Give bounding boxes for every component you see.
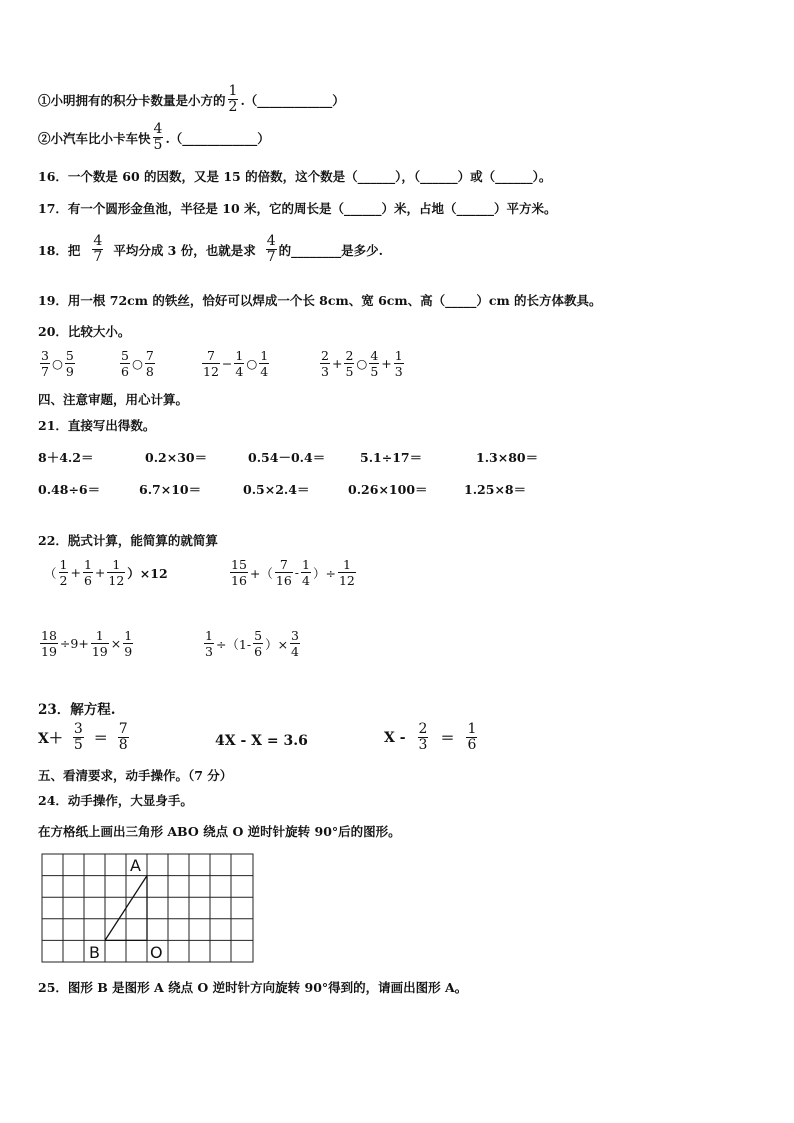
fraction: $\frac{7}{12}$ bbox=[203, 348, 219, 379]
question-19: 19．用一根 72cm 的铁丝，恰好可以焊成一个长 8cm、宽 6cm、高（_____）cm 的长方体教具。 bbox=[38, 293, 602, 308]
fraction: $\frac{3}{7}$ bbox=[41, 348, 49, 379]
fraction: $\frac{7}{8}$ bbox=[118, 721, 128, 753]
q23-title: 23．解方程. bbox=[38, 702, 116, 718]
q21-r2-c5: 1.25×8＝ bbox=[464, 482, 527, 497]
q21-r2-c4: 0.26×100＝ bbox=[348, 482, 428, 497]
q15-sub2 bbox=[38, 122, 270, 153]
compare-circle[interactable]: ○ bbox=[246, 356, 258, 371]
q23-equation-2: 4X - X = 3.6 bbox=[215, 733, 308, 749]
q21-r2-c2: 6.7×10＝ bbox=[139, 482, 202, 497]
q18-suffix: 的________是多少. bbox=[278, 242, 384, 258]
fraction: $\frac{5}{9}$ bbox=[65, 348, 74, 379]
fraction: $\frac{4}{5}$ bbox=[370, 348, 379, 379]
q15-sub1-prefix: ①小明拥有的积分卡数量是小方的 bbox=[38, 92, 226, 108]
fraction: $\frac{1}{6}$ bbox=[467, 721, 477, 753]
q15-sub1-suffix: .（____________） bbox=[240, 92, 345, 108]
q15-sub2-fraction: $\frac{4}{5}$ bbox=[153, 121, 163, 153]
q21-r2-c1: 0.48÷6＝ bbox=[38, 482, 101, 497]
fraction: $\frac{1}{4}$ bbox=[302, 557, 310, 588]
fraction: $\frac{7}{8}$ bbox=[145, 348, 154, 379]
fraction: $\frac{5}{6}$ bbox=[121, 348, 129, 379]
q24-instruction: 在方格纸上画出三角形 ABO 绕点 O 逆时针旋转 90°后的图形。 bbox=[38, 824, 401, 839]
q23-equation-3: X - $\frac{2}{3}$ ＝ $\frac{1}{6}$ bbox=[384, 721, 477, 753]
q20-title: 20．比较大小。 bbox=[38, 324, 131, 339]
fraction: $\frac{1}{3}$ bbox=[394, 348, 403, 379]
q20-item-2 bbox=[118, 348, 157, 379]
q20-item-1 bbox=[38, 348, 77, 379]
q22-expression-3: $\frac{18}{19}$ ÷9+ $\frac{1}{19}$ × $\frac{1}{9}$ bbox=[41, 628, 133, 659]
fraction: $\frac{1}{19}$ bbox=[91, 628, 108, 659]
q24-title: 24．动手操作，大显身手。 bbox=[38, 793, 193, 808]
compare-circle[interactable]: ○ bbox=[356, 356, 368, 371]
question-25: 25．图形 B 是图形 A 绕点 O 逆时针方向旋转 90°得到的，请画出图形 A。 bbox=[38, 980, 468, 995]
question-17: 17．有一个圆形金鱼池，半径是 10 米，它的周长是（______）米，占地（______）平方米。 bbox=[38, 201, 557, 216]
q21-r2-c3: 0.5×2.4＝ bbox=[243, 482, 310, 497]
question-18 bbox=[38, 234, 383, 265]
fraction: $\frac{1}{3}$ bbox=[205, 628, 213, 659]
section-5-heading: 五、看清要求，动手操作。（7 分） bbox=[38, 768, 233, 783]
q21-r1-c4: 5.1÷17＝ bbox=[360, 450, 423, 465]
fraction: $\frac{15}{16}$ bbox=[231, 557, 247, 588]
grid-paper-figure[interactable] bbox=[40, 852, 256, 965]
q21-r1-c3: 0.54－0.4＝ bbox=[248, 450, 326, 465]
q22-title: 22．脱式计算，能简算的就简算 bbox=[38, 533, 218, 548]
q15-sub2-suffix: .（____________） bbox=[165, 130, 270, 146]
fraction: $\frac{2}{3}$ bbox=[321, 348, 329, 379]
fraction: $\frac{1}{4}$ bbox=[260, 348, 269, 379]
q21-r1-c2: 0.2×30＝ bbox=[145, 450, 208, 465]
q18-fraction-1: $\frac{4}{7}$ bbox=[93, 233, 103, 265]
fraction: $\frac{1}{4}$ bbox=[235, 348, 244, 379]
q22-expression-4: $\frac{1}{3}$ ÷（1- $\frac{5}{6}$ ）× $\frac{3}{4}$ bbox=[205, 628, 299, 659]
q20-item-3: $\frac{7}{12}$ − $\frac{1}{4}$ ○ $\frac{1}{4}$ bbox=[203, 348, 269, 379]
fraction: $\frac{3}{4}$ bbox=[291, 628, 299, 659]
fraction: $\frac{1}{9}$ bbox=[124, 628, 133, 659]
q21-title: 21．直接写出得数。 bbox=[38, 418, 156, 433]
fraction: $\frac{2}{5}$ bbox=[345, 348, 354, 379]
question-16: 16．一个数是 60 的因数，又是 15 的倍数，这个数是（______），（______）或（______）。 bbox=[38, 169, 552, 184]
fraction: $\frac{3}{5}$ bbox=[73, 721, 83, 753]
compare-circle[interactable]: ○ bbox=[51, 356, 63, 371]
compare-circle[interactable]: ○ bbox=[131, 356, 143, 371]
fraction: $\frac{2}{3}$ bbox=[418, 721, 428, 753]
q18-middle: 平均分成 3 份，也就是求 bbox=[113, 242, 256, 258]
fraction: $\frac{7}{16}$ bbox=[275, 557, 292, 588]
q18-number: 18．把 bbox=[38, 242, 81, 258]
q22-expression-1: （ $\frac{1}{2}$ + $\frac{1}{6}$ + $\frac{1}{12}$ ）×12 bbox=[44, 557, 168, 588]
q21-r1-c5: 1.3×80＝ bbox=[476, 450, 539, 465]
label-b: B bbox=[89, 943, 100, 962]
q15-sub2-prefix: ②小汽车比小卡车快 bbox=[38, 130, 151, 146]
fraction: $\frac{1}{2}$ bbox=[59, 557, 68, 588]
q22-expression-2: $\frac{15}{16}$ +（ $\frac{7}{16}$ - $\frac{1}{4}$ ）÷ $\frac{1}{12}$ bbox=[231, 557, 355, 588]
q20-item-4: $\frac{2}{3}$ + $\frac{2}{5}$ ○ $\frac{4}{5}$ + $\frac{1}{3}$ bbox=[321, 348, 403, 379]
fraction: $\frac{1}{6}$ bbox=[83, 557, 92, 588]
section-4-heading: 四、注意审题，用心计算。 bbox=[38, 392, 189, 407]
q23-equation-1: X＋ $\frac{3}{5}$ ＝ $\frac{7}{8}$ bbox=[38, 721, 128, 753]
q15-sub1-fraction: $\frac{1}{2}$ bbox=[228, 83, 238, 115]
fraction: $\frac{1}{12}$ bbox=[108, 557, 125, 588]
q18-fraction-2: $\frac{4}{7}$ bbox=[266, 233, 276, 265]
q21-r1-c1: 8＋4.2＝ bbox=[38, 450, 94, 465]
label-o: O bbox=[150, 943, 163, 962]
fraction: $\frac{18}{19}$ bbox=[41, 628, 57, 659]
fraction: $\frac{1}{12}$ bbox=[338, 557, 355, 588]
q15-sub1 bbox=[38, 84, 345, 115]
label-a: A bbox=[130, 856, 141, 875]
fraction: $\frac{5}{6}$ bbox=[254, 628, 263, 659]
